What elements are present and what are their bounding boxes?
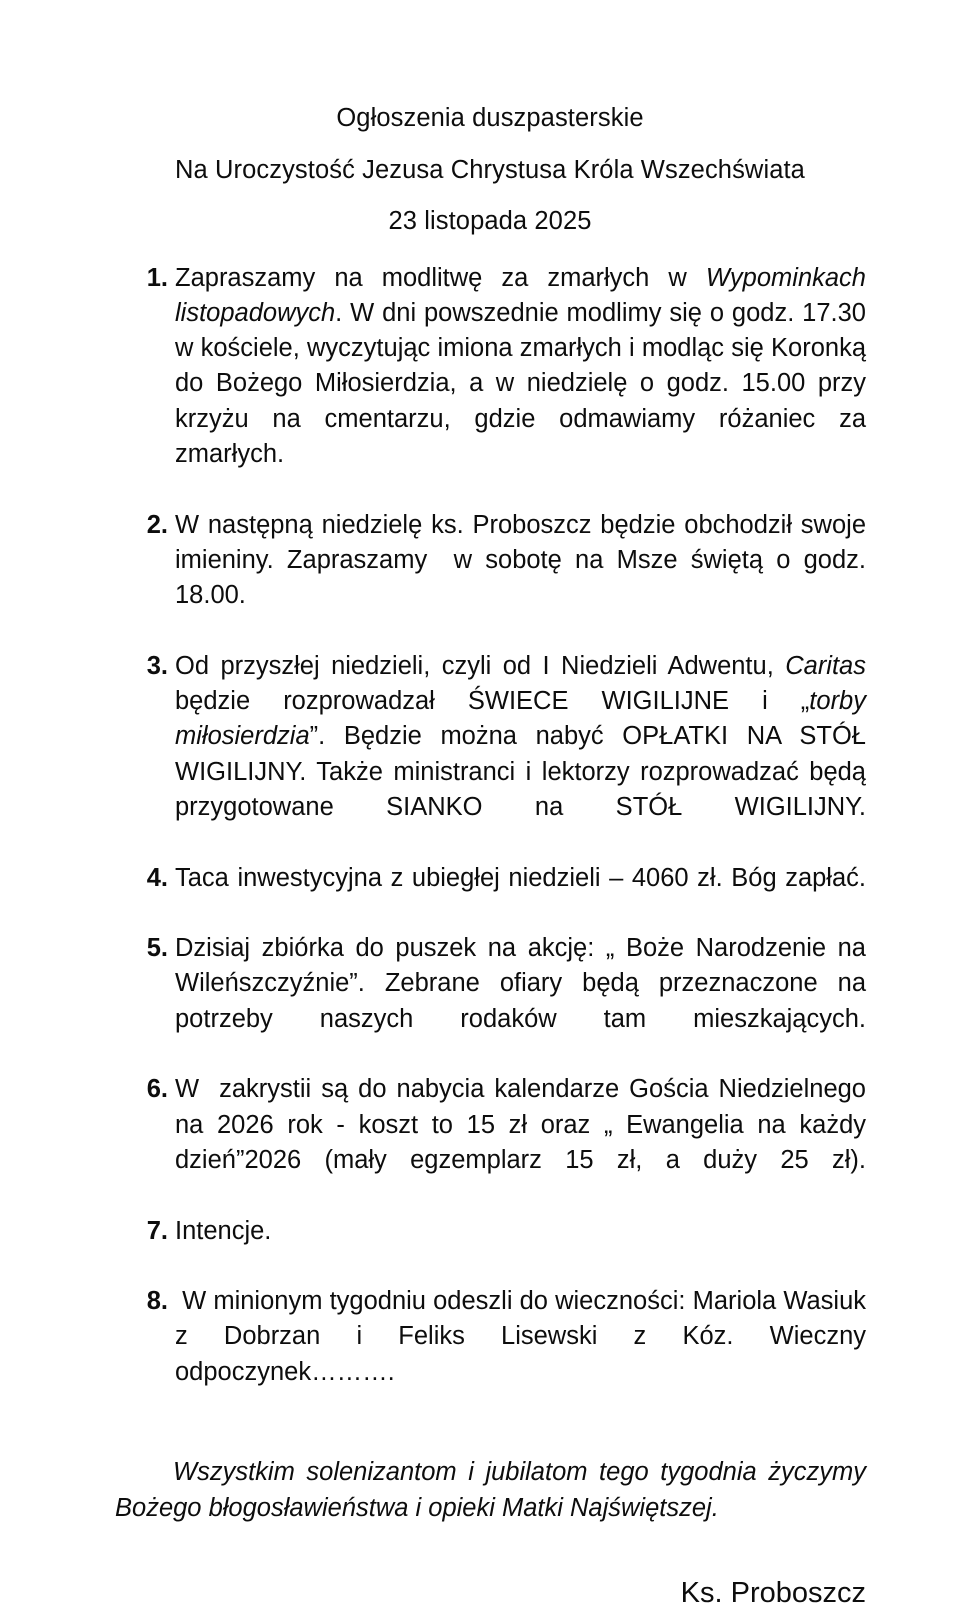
- list-item-text: [175, 649, 881, 861]
- list-item: [0, 1072, 980, 1213]
- list-item-number: 4.: [146, 863, 168, 892]
- closing-paragraph: [0, 1455, 980, 1526]
- body-text: Taca inwestycyjna z ubiegłej niedzieli – 4060 zł. Bóg zapłać.: [175, 863, 866, 892]
- emphasis-text: torby miłosierdzia: [175, 687, 874, 751]
- list-item-number: 7.: [146, 1216, 168, 1245]
- list-item-text: [175, 931, 874, 1072]
- body-text: Zapraszamy na modlitwę za zmarłych w: [175, 263, 706, 292]
- list-item-text: [175, 1284, 874, 1425]
- body-text: Dzisiaj zbiórka do puszek na akcję: „ Boże Narodzenie na Wileńszczyźnie”. Zebrane ofiary będą przeznaczone na potrzeby naszych rodaków tam mieszkających.: [175, 934, 874, 1033]
- closing-text: Wszystkim solenizantom i jubilatom tego tygodnia życzymy Bożego błogosławieństwa i opieki Matki Najświętszej.: [115, 1458, 874, 1522]
- list-item: [0, 261, 980, 508]
- list-item-text: [175, 1214, 866, 1285]
- body-text: ”. Będzie można nabyć OPŁATKI NA STÓŁ WIGILIJNY. Także ministranci i lektorzy rozprowadzać będą przygotowane SIANKO na STÓŁ WIGILIJNY.: [175, 722, 881, 821]
- body-text: W minionym tygodniu odeszli do wieczności: Mariola Wasiuk z Dobrzan i Feliks Lisewski z Kóz. Wieczny odpoczynek……….: [175, 1287, 874, 1386]
- list-item-number: 2.: [146, 510, 168, 539]
- list-item: [0, 861, 980, 932]
- emphasis-text: Wypominkach listopadowych: [175, 263, 874, 327]
- signature: Ks. Proboszcz: [680, 1576, 866, 1609]
- list-item-text: [175, 861, 866, 932]
- page-subtitle: Na Uroczystość Jezusa Chrystusa Króla Wszechświata: [175, 155, 805, 184]
- list-item: [0, 1284, 980, 1425]
- list-item-number: 5.: [146, 934, 168, 963]
- list-item-number: 8.: [146, 1287, 168, 1316]
- emphasis-text: Caritas: [785, 651, 866, 680]
- body-text: Intencje.: [175, 1216, 272, 1245]
- body-text: Od przyszłej niedzieli, czyli od I Niedzieli Adwentu,: [175, 651, 786, 680]
- body-text: . W dni powszednie modlimy się o godz. 17.30 w kościele, wyczytując imiona zmarłych i modląc się Koronką do Bożego Miłosierdzia, a w niedzielę o godz. 15.00 przy krzyżu na cmentarzu, gdzie odmawiamy różaniec za zmarłych.: [175, 298, 874, 468]
- list-item: [0, 508, 980, 649]
- list-item: [0, 931, 980, 1072]
- list-item-text: [175, 1072, 874, 1213]
- body-text: W następną niedzielę ks. Proboszcz będzie obchodził swoje imieniny. Zapraszamy w sobotę na Msze świętą o godz. 18.00.: [175, 510, 874, 610]
- list-item-number: 3.: [146, 651, 168, 680]
- body-text: będzie rozprowadzał ŚWIECE WIGILIJNE i „: [175, 651, 874, 716]
- list-item-text: [175, 261, 874, 508]
- list-item-text: [175, 508, 874, 649]
- page-date: 23 listopada 2025: [388, 207, 592, 235]
- body-text: W zakrystii są do nabycia kalendarze Gościa Niedzielnego na 2026 rok - koszt to 15 zł oraz „ Ewangelia na każdy dzień”2026 (mały egzemplarz 15 zł, a duży 25 zł).: [175, 1075, 874, 1174]
- document-header: [0, 0, 980, 235]
- list-item-number: 1.: [146, 263, 168, 292]
- list-item-number: 6.: [146, 1075, 168, 1104]
- page-title: Ogłoszenia duszpasterskie: [336, 104, 644, 132]
- list-item: [0, 649, 980, 861]
- announcement-list: [0, 261, 980, 1426]
- list-item: [0, 1214, 980, 1285]
